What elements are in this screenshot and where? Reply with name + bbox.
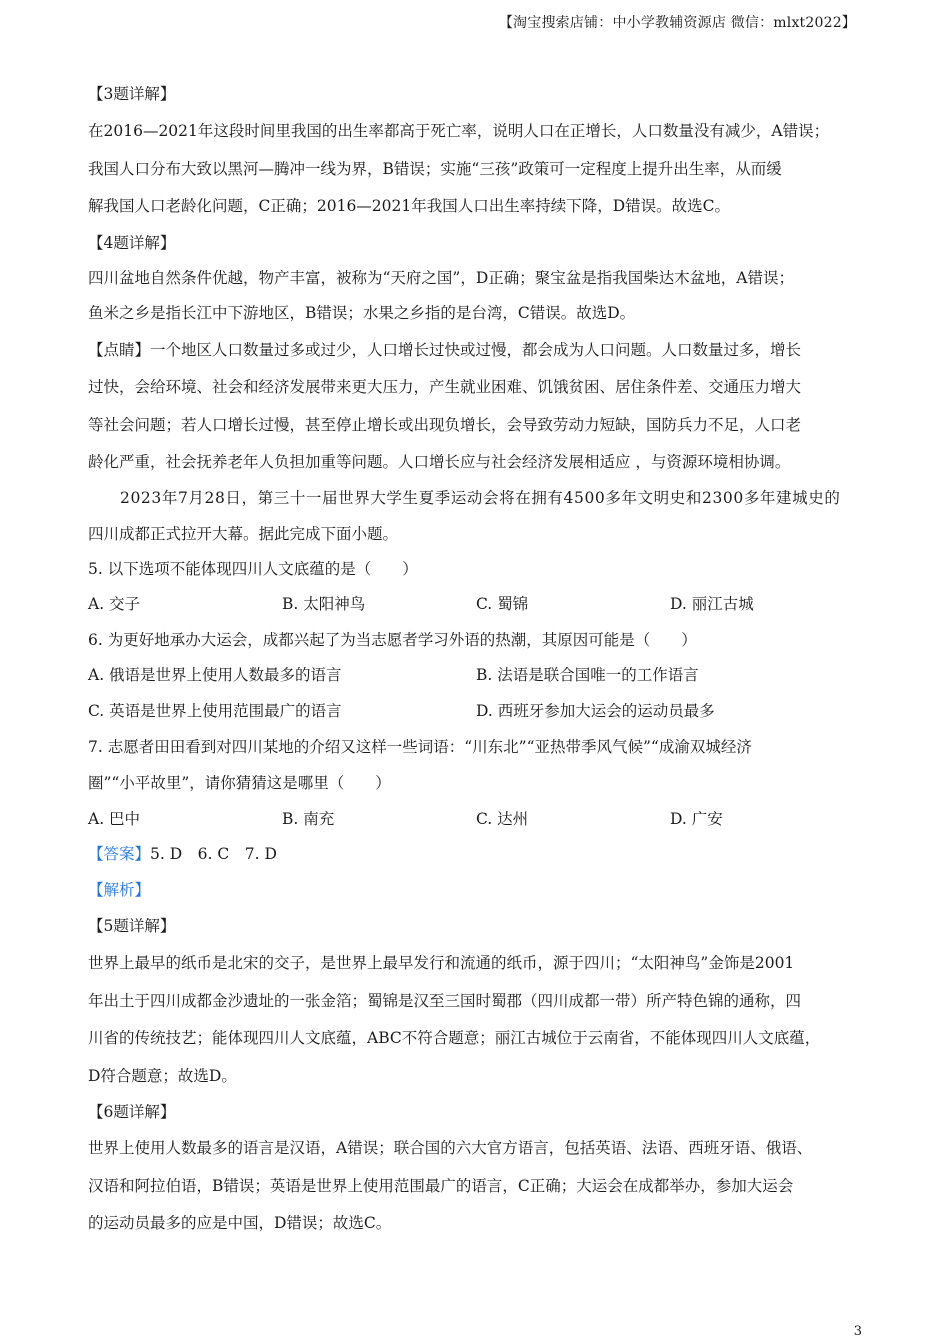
q7-option-b: B. 南充 xyxy=(282,809,335,828)
document-body xyxy=(88,76,880,1243)
q5-option-a: A. 交子 xyxy=(88,595,141,614)
question-6-stem: 6. 为更好地承办大运会，成都兴起了为当志愿者学习外语的热潮，其原因可能是（ ） xyxy=(88,630,697,649)
q6-option-b: B. 法语是联合国唯一的工作语言 xyxy=(476,666,699,685)
page-header-watermark: 【淘宝搜索店铺：中小学教辅资源店 微信：mlxt2022】 xyxy=(498,15,856,31)
page-number: 3 xyxy=(853,1324,862,1339)
q4-detail-line: 鱼米之乡是指长江中下游地区，B错误；水果之乡指的是台湾，C错误。故选D。 xyxy=(88,304,636,323)
q5-option-b: B. 太阳神鸟 xyxy=(282,595,366,614)
q6-detail-line: 汉语和阿拉伯语，B错误；英语是世界上使用范围最广的语言，C正确；大运会在成都举办，参加大运会 xyxy=(88,1176,794,1195)
q3-detail-line: 在2016—2021年这段时间里我国的出生率都高于死亡率，说明人口在正增长，人口数量没有减少，A错误； xyxy=(88,122,830,141)
question-5-stem: 5. 以下选项不能体现四川人文底蕴的是（ ） xyxy=(88,560,418,579)
q3-detail-line: 解我国人口老龄化问题，C正确；2016—2021年我国人口出生率持续下降，D错误。故选C。 xyxy=(88,197,731,216)
section-title-q3: 【3题详解】 xyxy=(88,85,176,103)
q5-option-d: D. 丽江古城 xyxy=(670,595,754,614)
q4-detail-line: 四川盆地自然条件优越，物产丰富，被称为“天府之国”，D正确；聚宝盆是指我国柴达木盆地，A错误； xyxy=(88,268,794,287)
section-title-q5: 【5题详解】 xyxy=(88,916,176,935)
question-7-options xyxy=(88,802,880,837)
question-6-options-row-1 xyxy=(88,658,880,693)
question-7-stem: 7. 志愿者田田看到对四川某地的介绍又这样一些词语：“川东北”“亚热带季风气候”“成渝双城经济 xyxy=(88,738,752,757)
section-title-q4: 【4题详解】 xyxy=(88,233,176,252)
answer-text: 5. D 6. C 7. D xyxy=(150,845,277,864)
q7-option-a: A. 巴中 xyxy=(88,809,141,828)
analysis-label: 【解析】 xyxy=(88,880,151,899)
dianjing-line: 等社会问题；若人口增长过慢，甚至停止增长或出现负增长，会导致劳动力短缺，国防兵力不足，人口老 xyxy=(88,415,802,434)
analysis-line xyxy=(88,873,880,908)
passage-line: 2023年7月28日，第三十一届世界大学生夏季运动会将在拥有4500多年文明史和2300多年建城史的 xyxy=(120,489,841,508)
q6-option-d: D. 西班牙参加大运会的运动员最多 xyxy=(476,701,715,720)
q7-option-d: D. 广安 xyxy=(670,809,723,828)
passage-line: 四川成都正式拉开大幕。据此完成下面小题。 xyxy=(88,524,399,543)
q6-detail-line: 世界上使用人数最多的语言是汉语，A错误；联合国的六大官方语言，包括英语、法语、西班牙语、俄语、 xyxy=(88,1139,813,1158)
q6-option-a: A. 俄语是世界上使用人数最多的语言 xyxy=(88,666,342,685)
section-title-q6: 【6题详解】 xyxy=(88,1102,176,1121)
question-7-stem: 圈”“小平故里”，请你猜猜这是哪里（ ） xyxy=(88,774,391,793)
dianjing-line: 龄化严重，社会抚养老年人负担加重等问题。人口增长应与社会经济发展相适应 ，与资源环境相协调。 xyxy=(88,452,791,471)
q6-detail-line: 的运动员最多的应是中国，D错误；故选C。 xyxy=(88,1214,392,1233)
q3-detail-line: 我国人口分布大致以黑河—腾冲一线为界，B错误；实施“三孩”政策可一定程度上提升出生率，从而缓 xyxy=(88,159,782,178)
q5-detail-line: D符合题意；故选D。 xyxy=(88,1066,237,1085)
q5-option-c: C. 蜀锦 xyxy=(476,595,529,614)
q5-detail-line: 年出土于四川成都金沙遗址的一张金箔；蜀锦是汉至三国时蜀郡（四川成都一带）所产特色锦的通称，四 xyxy=(88,991,802,1010)
answer-line xyxy=(88,837,880,872)
question-5-options xyxy=(88,587,880,622)
dianjing-line: 【点睛】一个地区人口数量过多或过少，人口增长过快或过慢，都会成为人口问题。人口数量过多，增长 xyxy=(88,340,802,359)
q7-option-c: C. 达州 xyxy=(476,809,529,828)
q6-option-c: C. 英语是世界上使用范围最广的语言 xyxy=(88,701,342,720)
dianjing-line: 过快，会给环境、社会和经济发展带来更大压力，产生就业困难、饥饿贫困、居住条件差、交通压力增大 xyxy=(88,378,802,397)
q5-detail-line: 川省的传统技艺；能体现四川人文底蕴，ABC不符合题意；丽江古城位于云南省，不能体现四川人文底蕴， xyxy=(88,1029,821,1048)
q5-detail-line: 世界上最早的纸币是北宋的交子，是世界上最早发行和流通的纸币，源于四川；“太阳神鸟”金饰是2001 xyxy=(88,954,795,973)
answer-label: 【答案】 xyxy=(88,845,151,864)
question-6-options-row-2 xyxy=(88,694,880,729)
